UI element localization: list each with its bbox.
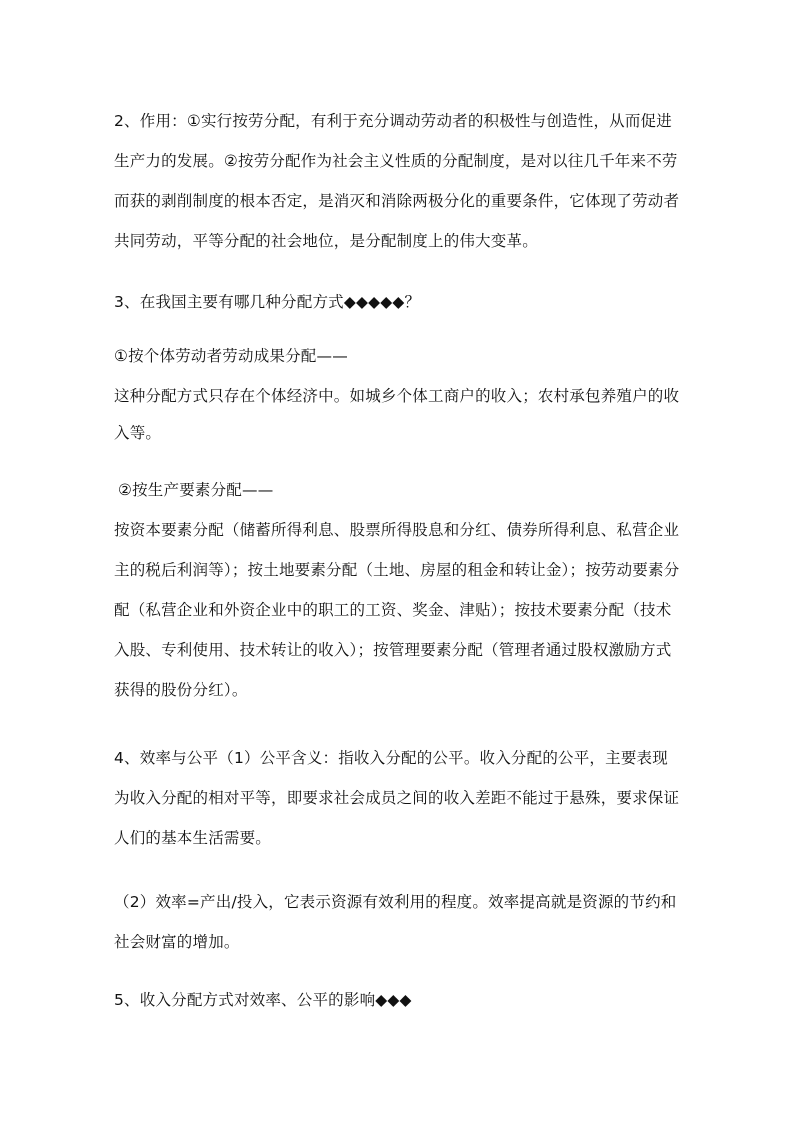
- paragraph-impact-heading: 5、收入分配方式对效率、公平的影响◆◆◆: [114, 991, 412, 1009]
- paragraph-question-distribution-methods: 3、在我国主要有哪几种分配方式◆◆◆◆◆？: [114, 293, 421, 311]
- paragraph-individual-economy: 这种分配方式只存在个体经济中。如城乡个体工商户的收入；农村承包养殖户的收入等。: [114, 387, 680, 442]
- paragraph-factor-distribution-details: 按资本要素分配（储蓄所得利息、股票所得股息和分红、债券所得利息、私营企业主的税后利润等）；按土地要素分配（土地、房屋的租金和转让金）；按劳动要素分配（私营企业和外资企业中的职工的工资、奖金、津贴）；按技术要素分配（技术入股、专利使用、技术转让的收入）；按管理要素分配（管理者通过股权激励方式获得的股份分红）。: [114, 521, 680, 699]
- paragraph-heading-production-factors: ②按生产要素分配——: [118, 481, 274, 499]
- paragraph-heading-individual-labor: ①按个体劳动者劳动成果分配——: [114, 347, 348, 365]
- paragraph-efficiency-definition: （2）效率=产出/投入，它表示资源有效利用的程度。效率提高就是资源的节约和社会财富的增加。: [114, 893, 677, 951]
- paragraph-efficiency-and-fairness: 4、效率与公平（1）公平含义：指收入分配的公平。收入分配的公平，主要表现为收入分配的相对平等，即要求社会成员之间的收入差距不能过于悬殊，要求保证人们的基本生活需要。: [114, 749, 680, 847]
- paragraph-role-of-distribution: 2、作用：①实行按劳分配，有利于充分调动劳动者的积极性与创造性，从而促进生产力的发展。②按劳分配作为社会主义性质的分配制度，是对以往几千年来不劳而获的剥削制度的根本否定，是消灭和消除两极分化的重要条件，它体现了劳动者共同劳动，平等分配的社会地位，是分配制度上的伟大变革。: [114, 112, 680, 250]
